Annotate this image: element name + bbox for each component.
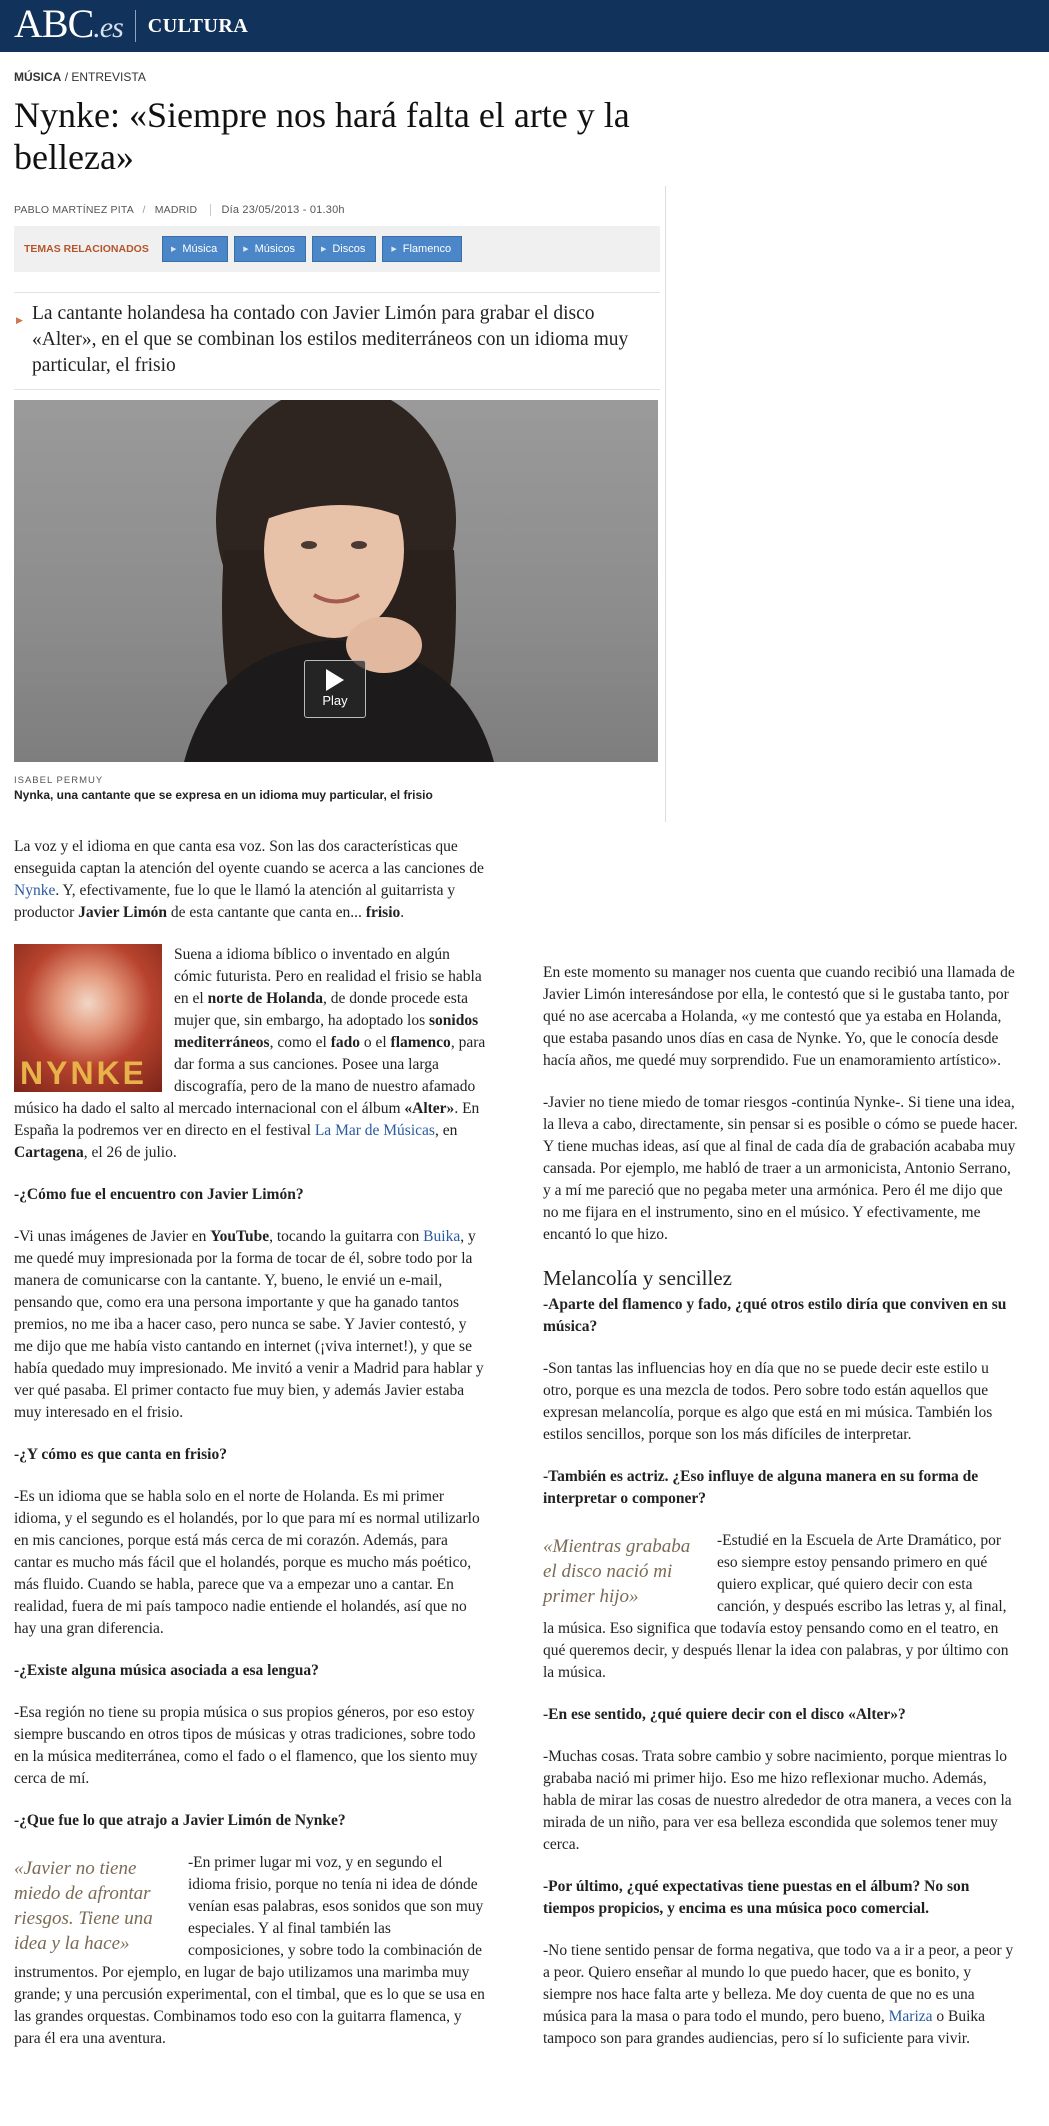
abc-logo[interactable]: [14, 0, 123, 54]
related-topics-label: TEMAS RELACIONADOS: [24, 243, 149, 255]
risks-paragraph: -Javier no tiene miedo de tomar riesgos -continúa Nynke-. Si tiene una idea, la lleva a cabo, directamente, sin pensar si es posible o cómo se puede hacer. Y tiene muchas ideas, así que al final de cada día de grabación acababa muy cansada. Por ejemplo, me habló de traer a un armonicista, Antonio Serrano, y a mí me pareció que no pegaba meter una armónica. Pero él me dijo que no me fijara en el instrumento, sino en el músico. Y efectivamente, me encantó lo que hizo.: [543, 1094, 1018, 1243]
breadcrumb-separator: /: [64, 70, 69, 84]
section-link-cultura[interactable]: CULTURA: [147, 14, 249, 37]
answer-1: [14, 1226, 489, 1424]
play-button[interactable]: [304, 660, 366, 718]
bold-text: flamenco: [390, 1034, 451, 1051]
bold-text: fado: [330, 1034, 360, 1051]
bold-text: frisio: [365, 904, 401, 921]
question-5: -Aparte del flamenco y fado, ¿qué otros estilo diría que conviven en su música?: [543, 1296, 1007, 1335]
breadcrumb-category[interactable]: MÚSICA: [14, 70, 62, 84]
summary-text: La cantante holandesa ha contado con Javier Limón para grabar el disco «Alter», en el que se combinan los estilos mediterráneos con un idioma muy particular, el frisio: [32, 303, 629, 376]
intro-paragraph: [14, 836, 489, 924]
text: , tocando la guitarra con: [269, 1228, 424, 1245]
text: -Vi unas imágenes de Javier en: [14, 1228, 211, 1245]
bold-text: Javier Limón: [78, 904, 167, 921]
play-label: Play: [322, 693, 348, 708]
question-3: -¿Existe alguna música asociada a esa lengua?: [14, 1662, 319, 1679]
text: . Y, efectivamente, fue lo que le llamó la atención al guitarrista y productor: [14, 882, 456, 921]
bullet-icon: ▶: [16, 315, 23, 325]
question-2: -¿Y cómo es que canta en frisio?: [14, 1446, 227, 1463]
text: , de donde procede esta mujer que, sin embargo, ha adoptado los: [174, 990, 469, 1029]
logo-divider: [135, 10, 136, 42]
bold-text: «Alter»: [404, 1100, 455, 1117]
bold-text: Cartagena: [14, 1144, 84, 1161]
bold-text: YouTube: [210, 1228, 270, 1245]
pull-quote-1: «Javier no tiene miedo de afrontar riesgos. Tiene una idea y la hace»: [14, 1858, 153, 1954]
breadcrumb: [14, 70, 146, 84]
text: -No tiene sentido pensar de forma negativa, que todo va a ir a peor, a peor y a peor. Quiero enseñar al mundo lo que puedo hacer, que es bonito, y siempre nos hace falta arte y belleza. Me doy cuenta de que no es una música para la masa o para todo el mundo, pero bueno,: [543, 1942, 1014, 2025]
article-column-right: [543, 962, 1018, 2070]
answer-3: -Esa región no tiene su propia música o sus propios géneros, por eso estoy siempre buscando en otros tipos de músicas y otras tradiciones, sobre todo en la música mediterránea, como el fado o el flamenco, que los siento muy cerca de mí.: [14, 1704, 478, 1787]
text: , y me quedé muy impresionada por la forma de tocar de él, sobre todo por la manera de comunicarse con la cantante. Y, bueno, le envié un e-mail, pensando que, como era una persona importante y que ha ganado tantos premios, no me iba a hacer caso, pero nunca se sabe. Y Javier contestó, y me dijo que me había visto cantando en internet (¡viva internet!), y que se había quedado muy impresionado. Me invitó a venir a Madrid para hablar y ver qué pasaba. El primer contacto fue muy bien, y además Javier estaba muy interesado en el frisio.: [14, 1228, 484, 1421]
text: Suena a idioma bíblico o inventado en algún cómic futurista. Pero en realidad el frisio se habla en el: [174, 946, 482, 1007]
article-column-left: [14, 836, 489, 2050]
album-block: [14, 944, 489, 1164]
tag-label: Flamenco: [402, 243, 452, 255]
logo-text: ABC: [14, 1, 94, 46]
answer-8: [543, 1940, 1018, 2050]
arrow-right-icon: ▶: [320, 246, 327, 253]
tag-label: Músicos: [254, 243, 295, 255]
question-4: -¿Que fue lo que atrajo a Javier Limón de Nynke?: [14, 1812, 346, 1829]
byline-location: MADRID: [154, 204, 198, 216]
question-6: -También es actriz. ¿Eso influye de alguna manera en su forma de interpretar o componer?: [543, 1468, 979, 1507]
album-cover-image[interactable]: [14, 944, 162, 1092]
text: La voz y el idioma en que canta esa voz. Son las dos características que enseguida captan la atención del oyente cuando se acerca a las canciones de: [14, 838, 484, 877]
tag-musica[interactable]: [162, 236, 228, 262]
question-7: -En ese sentido, ¿qué quiere decir con el disco «Alter»?: [543, 1706, 906, 1723]
subheading: Melancolía y sencillez: [543, 1266, 732, 1290]
logo-suffix: .es: [93, 11, 123, 44]
link-mariza[interactable]: Mariza: [888, 2008, 933, 2025]
article-summary: [14, 292, 660, 390]
text: , el 26 de julio.: [83, 1144, 177, 1161]
question-8: -Por último, ¿qué expectativas tiene puestas en el álbum? No son tiempos propicios, y encima es una música poco comercial.: [543, 1878, 970, 1917]
answer-6-block: [543, 1530, 1018, 1684]
question-1: -¿Cómo fue el encuentro con Javier Limón?: [14, 1186, 304, 1203]
byline-separator: /: [142, 204, 146, 216]
byline: [14, 204, 345, 216]
answer-2: -Es un idioma que se habla solo en el norte de Holanda. Es mi primer idioma, y el segundo es el holandés, por lo que para mí es normal utilizarlo en mis canciones, porque está más cerca de mi corazón. Además, para cantar es mucho más fácil que el holandés, porque es mucho más poético, más fluido. Cuando se habla, parece que va a empezar uno a cantar. En realidad, fuera de mi país tampoco nadie entiende el holandés, así que no hay una gran diferencia.: [14, 1488, 480, 1637]
byline-author: PABLO MARTÍNEZ PITA: [14, 204, 134, 216]
tag-musicos[interactable]: [234, 236, 306, 262]
tag-label: Discos: [332, 243, 366, 255]
related-topics-bar: [14, 226, 660, 272]
tag-label: Música: [182, 243, 218, 255]
arrow-right-icon: ▶: [243, 246, 249, 253]
top-bar: [0, 0, 1049, 52]
photo-caption: Nynka, una cantante que se expresa en un idioma muy particular, el frisio: [14, 788, 433, 802]
album-cover-text: NYNKE: [20, 1055, 148, 1091]
text: , como el: [269, 1034, 331, 1051]
manager-paragraph: En este momento su manager nos cuenta que cuando recibió una llamada de Javier Limón interesándose por ella, le contestó que si le gustaba tanto, por qué no ase acercaba a Holanda, «y me contestó que ya estaba en Holanda, que estaba pasando unos días en casa de Nynke. Yo, que le conocía desde hacía años, me quedé muy sorprendido. Fue un enamoramiento artístico».: [543, 964, 1015, 1069]
tag-flamenco[interactable]: [382, 236, 462, 262]
text: de esta cantante que canta en...: [166, 904, 366, 921]
breadcrumb-subcategory[interactable]: ENTREVISTA: [71, 70, 146, 84]
answer-4-block: [14, 1852, 489, 2050]
article-header-column: [14, 186, 666, 822]
text: .: [400, 904, 405, 921]
answer-4: -En primer lugar mi voz, y en segundo el idioma frisio, porque no tenía ni idea de dónde venían esas palabras, esos sonidos que son muy especiales. Y al final también las composiciones, y sobre todo la combinación de instrumentos. Por ejemplo, en lugar de bajo utilizamos una marimba muy grande; y una percusión experimental, con el timbal, que es lo que se usa en las grandes orquestas. Combinamos todo eso con la guitarra flamenca, y para él era una aventura.: [14, 1854, 485, 2047]
text: o Buika tampoco son para grandes audiencias, pero sí lo suficiente para vivir.: [543, 2008, 986, 2047]
video-player[interactable]: [14, 400, 658, 762]
article-title: Nynke: «Siempre nos hará falta el arte y la belleza»: [14, 95, 630, 177]
link-buika[interactable]: Buika: [423, 1228, 461, 1245]
pull-quote-2: «Mientras grababa el disco nació mi primer hijo»: [543, 1536, 691, 1607]
answer-7: -Muchas cosas. Trata sobre cambio y sobre nacimiento, porque mientras lo grababa nació mi primer hijo. Eso me hizo reflexionar mucho. Además, habla de mirar las cosas de nuestro alrededor de otra manera, a veces con la mirada de un niño, para ver esa belleza escondida que solemos tener muy cerca.: [543, 1748, 1012, 1853]
photo-credit: ISABEL PERMUY: [14, 775, 104, 786]
text: , en: [434, 1122, 458, 1139]
link-nynke[interactable]: Nynke: [14, 882, 56, 899]
answer-6: -Estudié en la Escuela de Arte Dramático, por eso siempre estoy pensando primero en qué quiero explicar, qué quiero decir con esta canción, y después escribo las letras y, al final, la música. Eso significa que todavía estoy pensando como en el teatro, en qué queremos decir, y después llenar la idea con palabras, y por último con la música.: [543, 1532, 1009, 1681]
bold-text: norte de Holanda: [207, 990, 323, 1007]
text: , para dar forma a sus canciones. Posee una larga discografía, pero de la mano de nuestro afamado músico ha dado el salto al mercado internacional con el álbum: [14, 1034, 486, 1117]
arrow-right-icon: ▶: [391, 246, 397, 253]
arrow-right-icon: ▶: [171, 246, 177, 253]
answer-5: -Son tantas las influencias hoy en día que no se puede decir este estilo u otro, porque es una mezcla de todos. Pero sobre todo están aquellos que expresan melancolía, porque es algo que está en mi música. También los estilos sencillos, porque son los más difíciles de interpretar.: [543, 1360, 993, 1443]
tag-discos[interactable]: [312, 236, 376, 262]
bold-text: sonidos mediterráneos: [174, 1012, 479, 1051]
play-icon: [326, 669, 344, 691]
text: o el: [359, 1034, 391, 1051]
text: . En España la podremos ver en directo en el festival: [14, 1100, 480, 1139]
byline-date: Día 23/05/2013 - 01.30h: [210, 204, 344, 216]
link-la-mar-de-musicas[interactable]: La Mar de Músicas: [314, 1122, 435, 1139]
